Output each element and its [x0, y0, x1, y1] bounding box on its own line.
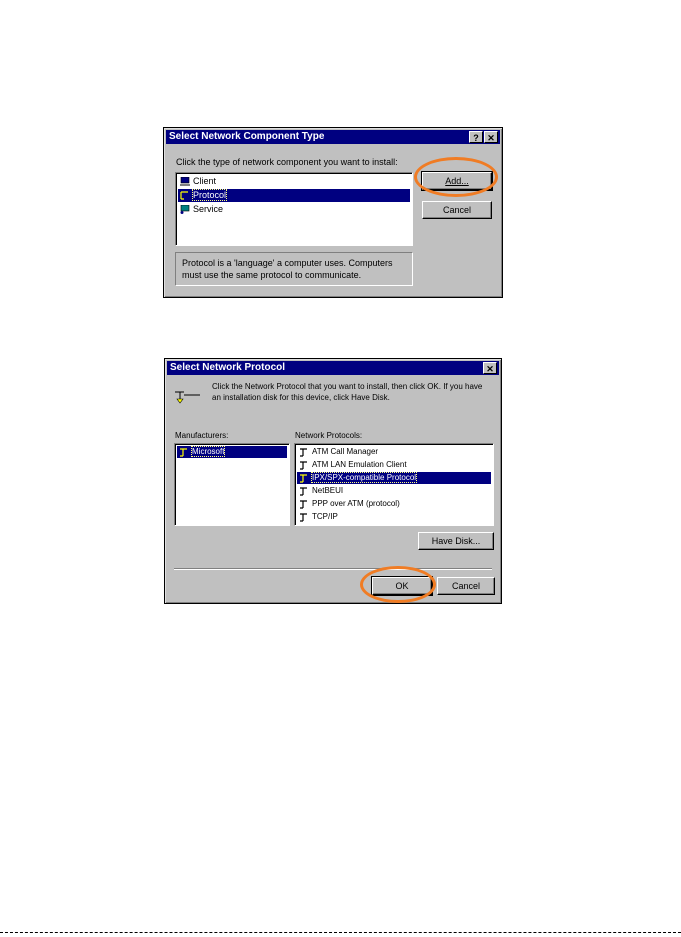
dialog-title: Select Network Protocol — [170, 362, 286, 373]
protocol-icon — [299, 500, 309, 509]
close-button[interactable]: ✕ — [483, 362, 497, 374]
dialog-title: Select Network Component Type — [169, 131, 325, 142]
protocol-icon — [299, 461, 309, 470]
protocol-icon — [180, 191, 190, 200]
protocol-item-atm-lan-emulation[interactable]: ATM LAN Emulation Client — [297, 459, 491, 471]
manufacturer-item-microsoft[interactable]: Microsoft — [177, 446, 287, 458]
dialog-title-bar[interactable] — [167, 361, 499, 375]
list-item-label: Protocol — [193, 190, 227, 200]
manufacturers-list[interactable] — [174, 443, 290, 526]
help-button[interactable]: ? — [469, 131, 483, 143]
description-box — [175, 252, 413, 286]
add-highlight-circle — [414, 157, 498, 197]
protocol-item-atm-call-manager[interactable]: ATM Call Manager — [297, 446, 491, 458]
protocol-item-ipx-spx[interactable]: IPX/SPX-compatible Protocol — [297, 472, 491, 484]
protocol-icon — [179, 448, 189, 457]
list-item-label: Service — [193, 204, 224, 214]
description-line-1: Protocol is a 'language' a computer uses. Computers — [182, 258, 393, 268]
ok-highlight-circle — [360, 566, 436, 603]
dialog-title-bar[interactable] — [166, 130, 500, 144]
protocol-icon — [299, 487, 309, 496]
select-network-component-type-dialog — [163, 127, 503, 298]
close-button[interactable]: ✕ — [484, 131, 498, 143]
add-button[interactable]: Add... — [422, 172, 492, 190]
protocol-item-tcp-ip[interactable]: TCP/IP — [297, 511, 491, 523]
cancel-button[interactable]: Cancel — [422, 201, 492, 219]
cancel-button[interactable]: Cancel — [437, 577, 495, 595]
network-protocols-list[interactable] — [294, 443, 494, 526]
protocol-item-ppp-over-atm[interactable]: PPP over ATM (protocol) — [297, 498, 491, 510]
page-footer-rule — [0, 932, 681, 935]
protocol-icon — [299, 474, 309, 483]
service-icon — [180, 205, 190, 214]
list-item-client[interactable] — [178, 175, 410, 188]
protocol-icon — [299, 448, 309, 457]
instruction-text: Click the type of network component you want to install: — [176, 157, 398, 167]
ok-button[interactable]: OK — [372, 577, 432, 595]
instruction-line-2: an installation disk for this device, click Have Disk. — [212, 393, 390, 402]
list-item-service[interactable] — [178, 203, 410, 216]
component-type-list[interactable] — [175, 172, 413, 246]
instruction-line-1: Click the Network Protocol that you want to install, then click OK. If you have — [212, 382, 483, 391]
protocol-item-netbeui[interactable]: NetBEUI — [297, 485, 491, 497]
network-protocols-label: Network Protocols: — [295, 431, 363, 440]
client-icon — [180, 177, 190, 186]
separator-line — [174, 568, 492, 570]
protocol-icon — [299, 513, 309, 522]
select-network-protocol-dialog — [164, 358, 502, 604]
manufacturers-label: Manufacturers: — [175, 431, 229, 440]
description-line-2: must use the same protocol to communicate. — [182, 270, 362, 280]
have-disk-button[interactable]: Have Disk... — [418, 532, 494, 550]
network-protocol-icon — [174, 389, 202, 405]
list-item-label: Client — [193, 176, 217, 186]
list-item-protocol[interactable] — [178, 189, 410, 202]
